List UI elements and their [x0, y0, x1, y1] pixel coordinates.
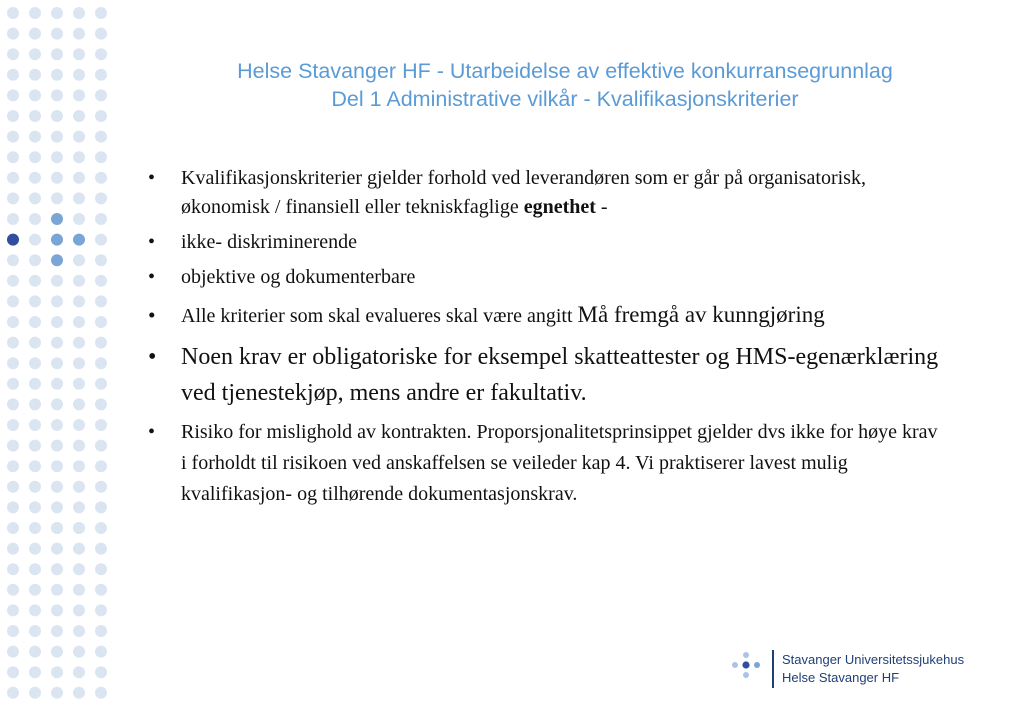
- decorative-dot: [7, 337, 19, 349]
- bullet-item-2: [148, 228, 948, 257]
- decorative-dot: [7, 481, 19, 493]
- decorative-dot: [29, 563, 41, 575]
- decorative-dot: [7, 151, 19, 163]
- decorative-dot: [51, 419, 63, 431]
- decorative-dot: [29, 69, 41, 81]
- decorative-dot: [29, 110, 41, 122]
- slide-title: [130, 57, 1000, 113]
- decorative-dot: [7, 460, 19, 472]
- logo-line-2: Helse Stavanger HF: [782, 670, 900, 685]
- decorative-dot: [95, 110, 107, 122]
- decorative-dot: [95, 69, 107, 81]
- decorative-dot: [95, 543, 107, 555]
- decorative-dot: [73, 131, 85, 143]
- decorative-dot: [73, 460, 85, 472]
- decorative-dot: [7, 398, 19, 410]
- decorative-dot: [29, 275, 41, 287]
- decorative-dot: [95, 28, 107, 40]
- decorative-dot: [7, 543, 19, 555]
- decorative-dot: [95, 687, 107, 699]
- decorative-dot: [51, 378, 63, 390]
- decorative-dot: [7, 28, 19, 40]
- decorative-dot: [95, 522, 107, 534]
- decorative-dot: [51, 501, 63, 513]
- bullet-6-text: Risiko for mislighold av kontrakten. Proporsjonalitetsprinsippet gjelder dvs ikke for høye krav i forholdt til risikoen ved anskaffelsen se veileder kap 4. Vi praktiserer lavest mulig kvalifikasjon- og tilhørende dokumentasjonskrav.: [181, 421, 938, 505]
- decorative-dot: [73, 398, 85, 410]
- decorative-dot: [7, 69, 19, 81]
- decorative-dot: [95, 275, 107, 287]
- decorative-dot: [29, 666, 41, 678]
- decorative-dot: [51, 460, 63, 472]
- decorative-dot: [7, 48, 19, 60]
- bullet-2-text: ikke- diskriminerende: [181, 231, 358, 253]
- decorative-dot: [51, 625, 63, 637]
- decorative-dot: [51, 357, 63, 369]
- decorative-dot: [7, 378, 19, 390]
- decorative-dot: [51, 604, 63, 616]
- decorative-dot: [29, 357, 41, 369]
- decorative-dot: [7, 584, 19, 596]
- decorative-dot: [29, 378, 41, 390]
- decorative-dot: [29, 316, 41, 328]
- bullet-item-5: [148, 339, 948, 411]
- bullet-item-6: [148, 417, 948, 510]
- decorative-dot: [7, 440, 19, 452]
- decorative-dot: [51, 254, 63, 266]
- decorative-dot: [7, 254, 19, 266]
- decorative-dot: [51, 398, 63, 410]
- title-line-2: Del 1 Administrative vilkår - Kvalifikasjonskriterier: [331, 87, 799, 111]
- decorative-dot: [7, 666, 19, 678]
- decorative-dot: [29, 543, 41, 555]
- decorative-dot: [73, 584, 85, 596]
- decorative-dot: [29, 213, 41, 225]
- decorative-dot: [73, 89, 85, 101]
- decorative-dot: [29, 295, 41, 307]
- decorative-dot: [95, 398, 107, 410]
- decorative-dot: [7, 89, 19, 101]
- decorative-dot: [51, 295, 63, 307]
- decorative-dot: [95, 172, 107, 184]
- decorative-dot: [29, 7, 41, 19]
- decorative-dot: [29, 460, 41, 472]
- decorative-dot: [95, 131, 107, 143]
- decorative-dot: [7, 234, 19, 246]
- decorative-dot: [7, 131, 19, 143]
- decorative-dot: [51, 563, 63, 575]
- bullet-1-tail: -: [595, 196, 608, 218]
- decorative-dot: [73, 69, 85, 81]
- decorative-dot: [29, 337, 41, 349]
- decorative-dot: [95, 192, 107, 204]
- decorative-dot: [73, 234, 85, 246]
- decorative-dot: [73, 440, 85, 452]
- decorative-dot: [29, 234, 41, 246]
- decorative-dot: [29, 48, 41, 60]
- decorative-dot: [51, 172, 63, 184]
- decorative-dot: [29, 522, 41, 534]
- decorative-dot: [29, 419, 41, 431]
- decorative-dot-pattern: [0, 0, 120, 708]
- decorative-dot: [73, 213, 85, 225]
- decorative-dot: [51, 89, 63, 101]
- decorative-dot: [7, 646, 19, 658]
- decorative-dot: [29, 501, 41, 513]
- decorative-dot: [73, 48, 85, 60]
- decorative-dot: [73, 501, 85, 513]
- decorative-dot: [51, 192, 63, 204]
- bullet-5-text: Noen krav er obligatoriske for eksempel skatteattester og HMS-egenærklæring ved tjenestekjøp, mens andre er fakultativ.: [181, 344, 939, 406]
- decorative-dot: [7, 563, 19, 575]
- bullet-item-4: [148, 298, 948, 333]
- hospital-logo: [730, 648, 990, 690]
- bullet-item-3: [148, 263, 948, 292]
- decorative-dot: [73, 295, 85, 307]
- decorative-dot: [29, 172, 41, 184]
- decorative-dot: [7, 110, 19, 122]
- decorative-dot: [51, 481, 63, 493]
- decorative-dot: [51, 584, 63, 596]
- decorative-dot: [7, 192, 19, 204]
- decorative-dot: [95, 378, 107, 390]
- decorative-dot: [73, 28, 85, 40]
- logo-dots-icon: [730, 648, 764, 690]
- decorative-dot: [73, 357, 85, 369]
- decorative-dot: [29, 687, 41, 699]
- decorative-dot: [95, 646, 107, 658]
- decorative-dot: [95, 604, 107, 616]
- decorative-dot: [29, 584, 41, 596]
- decorative-dot: [73, 522, 85, 534]
- decorative-dot: [51, 275, 63, 287]
- decorative-dot: [95, 151, 107, 163]
- decorative-dot: [29, 89, 41, 101]
- bullet-4-text: Alle kriterier som skal evalueres skal være angitt: [181, 305, 578, 327]
- decorative-dot: [7, 501, 19, 513]
- decorative-dot: [29, 398, 41, 410]
- decorative-dot: [29, 481, 41, 493]
- logo-divider: [772, 650, 774, 688]
- decorative-dot: [7, 604, 19, 616]
- decorative-dot: [7, 295, 19, 307]
- decorative-dot: [73, 687, 85, 699]
- decorative-dot: [51, 646, 63, 658]
- logo-text: [782, 651, 964, 687]
- bullet-marker: •: [148, 421, 156, 443]
- decorative-dot: [95, 254, 107, 266]
- decorative-dot: [51, 543, 63, 555]
- decorative-dot: [73, 151, 85, 163]
- bullet-marker: •: [148, 303, 156, 327]
- decorative-dot: [51, 440, 63, 452]
- bullet-1-text: Kvalifikasjonskriterier gjelder forhold ved leverandøren som er går på organisatorisk, økonomisk / finansiell eller tekniskfaglige: [181, 167, 866, 218]
- decorative-dot: [7, 172, 19, 184]
- bullet-3-text: objektive og dokumenterbare: [181, 266, 416, 288]
- decorative-dot: [73, 254, 85, 266]
- logo-line-1: Stavanger Universitetssjukehus: [782, 652, 965, 667]
- decorative-dot: [51, 337, 63, 349]
- decorative-dot: [73, 543, 85, 555]
- decorative-dot: [7, 213, 19, 225]
- decorative-dot: [51, 316, 63, 328]
- decorative-dot: [95, 584, 107, 596]
- decorative-dot: [95, 357, 107, 369]
- decorative-dot: [73, 316, 85, 328]
- bullet-4-emphasis: Må fremgå av kunngjøring: [577, 302, 825, 327]
- bullet-marker: •: [148, 167, 156, 189]
- decorative-dot: [73, 337, 85, 349]
- decorative-dot: [73, 275, 85, 287]
- decorative-dot: [7, 522, 19, 534]
- decorative-dot: [73, 7, 85, 19]
- decorative-dot: [95, 234, 107, 246]
- decorative-dot: [95, 419, 107, 431]
- decorative-dot: [73, 110, 85, 122]
- decorative-dot: [7, 625, 19, 637]
- decorative-dot: [73, 172, 85, 184]
- decorative-dot: [51, 213, 63, 225]
- decorative-dot: [73, 666, 85, 678]
- decorative-dot: [95, 295, 107, 307]
- decorative-dot: [95, 481, 107, 493]
- decorative-dot: [7, 316, 19, 328]
- decorative-dot: [29, 151, 41, 163]
- decorative-dot: [51, 28, 63, 40]
- decorative-dot: [51, 666, 63, 678]
- decorative-dot: [29, 192, 41, 204]
- bullet-marker: •: [148, 231, 156, 253]
- decorative-dot: [73, 481, 85, 493]
- decorative-dot: [95, 625, 107, 637]
- decorative-dot: [95, 48, 107, 60]
- bullet-marker: •: [148, 344, 157, 370]
- decorative-dot: [7, 687, 19, 699]
- decorative-dot: [51, 522, 63, 534]
- decorative-dot: [95, 7, 107, 19]
- decorative-dot: [73, 646, 85, 658]
- decorative-dot: [29, 625, 41, 637]
- decorative-dot: [51, 69, 63, 81]
- bullet-marker: •: [148, 266, 156, 288]
- decorative-dot: [73, 192, 85, 204]
- decorative-dot: [29, 254, 41, 266]
- decorative-dot: [29, 131, 41, 143]
- decorative-dot: [95, 666, 107, 678]
- decorative-dot: [7, 7, 19, 19]
- decorative-dot: [51, 687, 63, 699]
- decorative-dot: [29, 28, 41, 40]
- decorative-dot: [95, 440, 107, 452]
- bullet-list: [148, 164, 948, 510]
- decorative-dot: [95, 337, 107, 349]
- decorative-dot: [95, 501, 107, 513]
- decorative-dot: [51, 110, 63, 122]
- decorative-dot: [95, 89, 107, 101]
- decorative-dot: [73, 378, 85, 390]
- decorative-dot: [51, 234, 63, 246]
- decorative-dot: [29, 440, 41, 452]
- title-line-1: Helse Stavanger HF - Utarbeidelse av effektive konkurransegrunnlag: [237, 59, 893, 83]
- decorative-dot: [29, 646, 41, 658]
- decorative-dot: [51, 131, 63, 143]
- bullet-1-bold: egnethet: [523, 196, 596, 218]
- decorative-dot: [51, 151, 63, 163]
- decorative-dot: [73, 563, 85, 575]
- decorative-dot: [95, 563, 107, 575]
- decorative-dot: [73, 419, 85, 431]
- decorative-dot: [51, 7, 63, 19]
- decorative-dot: [95, 460, 107, 472]
- decorative-dot: [7, 357, 19, 369]
- decorative-dot: [7, 419, 19, 431]
- decorative-dot: [7, 275, 19, 287]
- bullet-item-1: [148, 164, 948, 222]
- decorative-dot: [51, 48, 63, 60]
- decorative-dot: [95, 213, 107, 225]
- decorative-dot: [73, 604, 85, 616]
- decorative-dot: [73, 625, 85, 637]
- decorative-dot: [95, 316, 107, 328]
- decorative-dot: [29, 604, 41, 616]
